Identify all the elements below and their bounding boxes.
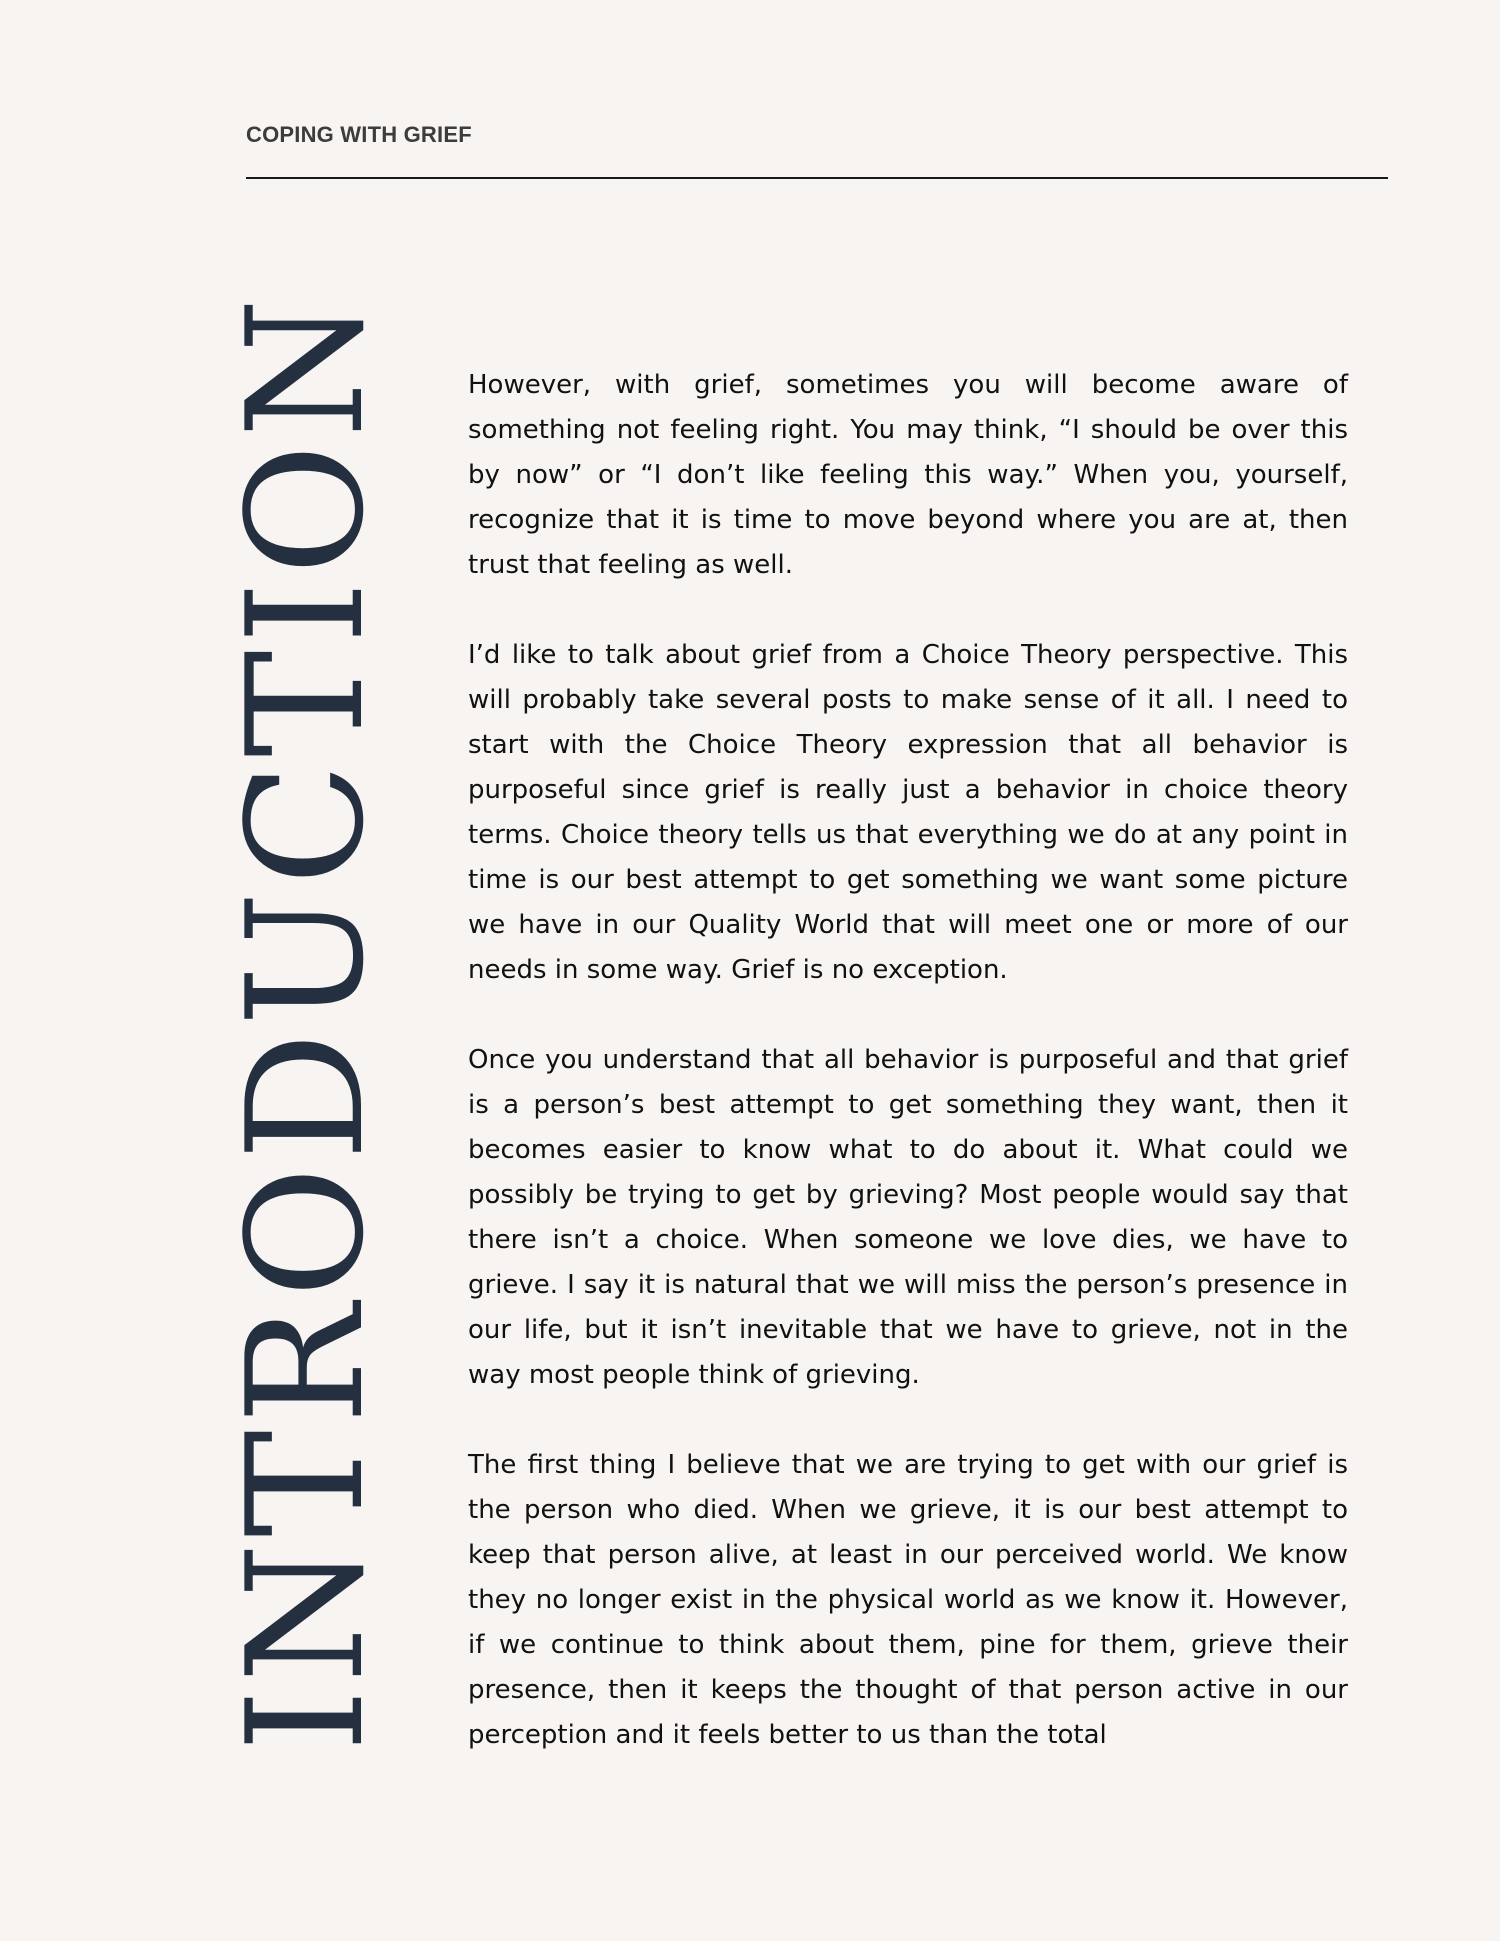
body-text (468, 363, 1348, 1758)
paragraph-4: The first thing I believe that we are trying to get with our grief is the person who died. When we grieve, it is our best attempt to keep that person alive, at least in our perceived world. We know they no longer exist in the physical world as we know it. However, if we continue to think about them, pine for them, grieve their presence, then it keeps the thought of that person active in our perception and it feels better to us than the total (468, 1450, 1348, 1750)
header-divider (246, 177, 1388, 179)
paragraph-3: Once you understand that all behavior is purposeful and that grief is a person’s best attempt to get something they want, then it becomes easier to know what to do about it. What could we possibly be trying to get by grieving? Most people would say that there isn’t a choice. When someone we love dies, we have to grieve. I say it is natural that we will miss the person’s presence in our life, but it isn’t inevitable that we have to grieve, not in the way most people think of grieving. (468, 1045, 1348, 1390)
section-title: INTRODUCTION (212, 291, 399, 1753)
header-label: COPING WITH GRIEF (246, 122, 472, 147)
paragraph-1: However, with grief, sometimes you will become aware of something not feeling right. You may think, “I should be over this by now” or “I don’t like feeling this way.” When you, yourself, recognize that it is time to move beyond where you are at, then trust that feeling as well. (468, 370, 1348, 580)
paragraph-2: I’d like to talk about grief from a Choice Theory perspective. This will probably take several posts to make sense of it all. I need to start with the Choice Theory expression that all behavior is purposeful since grief is really just a behavior in choice theory terms. Choice theory tells us that everything we do at any point in time is our best attempt to get something we want some picture we have in our Quality World that will meet one or more of our needs in some way. Grief is no exception. (468, 640, 1348, 985)
